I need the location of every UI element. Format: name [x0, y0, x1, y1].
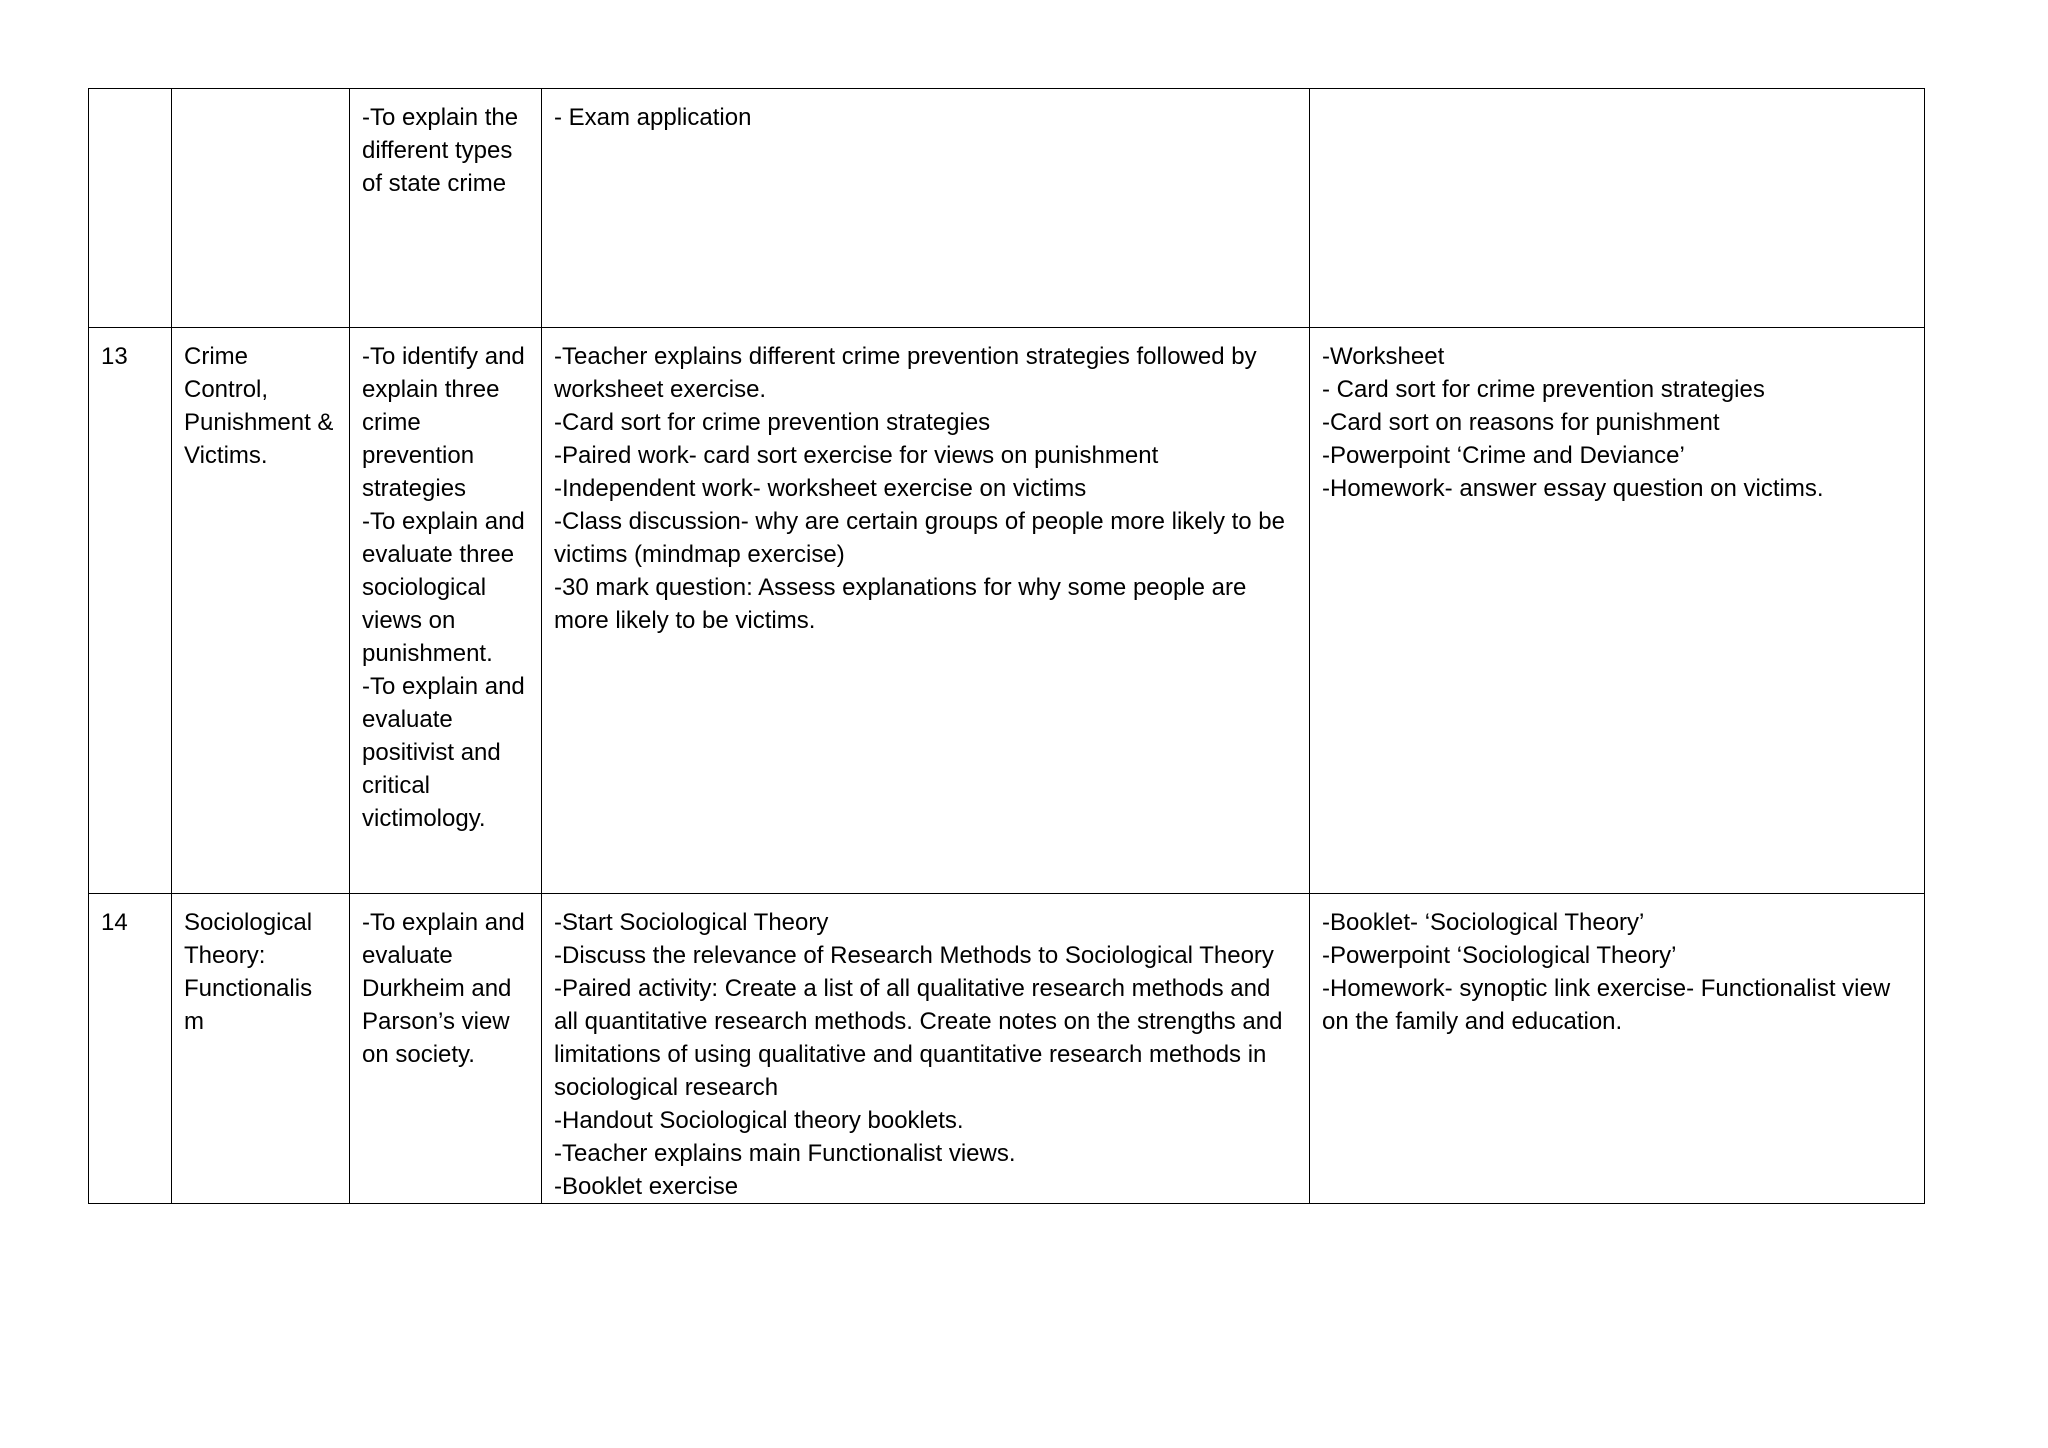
- topic-cell: [172, 894, 350, 1204]
- objectives-cell: [350, 89, 542, 328]
- activity-text: -Teacher explains different crime prevention strategies followed by worksheet exercise.: [554, 343, 1257, 403]
- topic-text: Crime Control, Punishment & Victims.: [184, 343, 334, 469]
- objective-text: -To explain and evaluate Durkheim and Parson’s view on society.: [362, 909, 525, 1068]
- objectives-cell: [350, 894, 542, 1204]
- resource-text: - Card sort for crime prevention strategies: [1322, 376, 1765, 403]
- table-row: [89, 894, 1925, 1204]
- topic-cell: [172, 328, 350, 894]
- resource-text: -Worksheet: [1322, 343, 1445, 370]
- activity-text: -Booklet exercise: [554, 1173, 739, 1200]
- activity-text: -Paired work- card sort exercise for views on punishment: [554, 442, 1159, 469]
- week-number: 13: [101, 343, 128, 370]
- objective-text: -To identify and explain three crime prevention strategies: [362, 343, 525, 502]
- activity-text: -Handout Sociological theory booklets.: [554, 1107, 964, 1134]
- topic-cell: [172, 89, 350, 328]
- objectives-cell: [350, 328, 542, 894]
- activities-cell: [542, 89, 1310, 328]
- resource-text: -Card sort on reasons for punishment: [1322, 409, 1720, 436]
- resource-text: -Booklet- ‘Sociological Theory’: [1322, 909, 1645, 936]
- activities-cell: [542, 894, 1310, 1204]
- table-row: [89, 328, 1925, 894]
- week-cell: [89, 89, 172, 328]
- objective-text: -To explain and evaluate three sociological views on punishment.: [362, 508, 525, 667]
- objective-text: -To explain the different types of state crime: [362, 104, 519, 197]
- activity-text: -Teacher explains main Functionalist views.: [554, 1140, 1016, 1167]
- activity-text: -Discuss the relevance of Research Methods to Sociological Theory: [554, 942, 1274, 969]
- activity-text: -Paired activity: Create a list of all qualitative research methods and all quantitative research methods. Create notes on the strengths and limitations of using qualitative and quantitative research methods in sociological research: [554, 975, 1283, 1101]
- resources-cell: [1310, 328, 1925, 894]
- activity-text: -Class discussion- why are certain groups of people more likely to be victims (mindmap exercise): [554, 508, 1286, 568]
- week-number: 14: [101, 909, 128, 936]
- activity-text: -Start Sociological Theory: [554, 909, 829, 936]
- resource-text: -Homework- synoptic link exercise- Functionalist view on the family and education.: [1322, 975, 1891, 1035]
- resource-text: -Powerpoint ‘Crime and Deviance’: [1322, 442, 1685, 469]
- activity-text: - Exam application: [554, 104, 752, 131]
- scheme-of-work-table: [88, 88, 1925, 1204]
- week-cell: [89, 894, 172, 1204]
- week-cell: [89, 328, 172, 894]
- activity-text: -Card sort for crime prevention strategies: [554, 409, 991, 436]
- objective-text: -To explain and evaluate positivist and critical victimology.: [362, 673, 525, 832]
- resources-cell: [1310, 89, 1925, 328]
- resources-cell: [1310, 894, 1925, 1204]
- activity-text: -Independent work- worksheet exercise on victims: [554, 475, 1087, 502]
- topic-text: Sociological Theory: Functionalis m: [184, 909, 313, 1035]
- resource-text: -Powerpoint ‘Sociological Theory’: [1322, 942, 1677, 969]
- table-row: [89, 89, 1925, 328]
- activity-text: -30 mark question: Assess explanations for why some people are more likely to be victims.: [554, 574, 1247, 634]
- activities-cell: [542, 328, 1310, 894]
- resource-text: -Homework- answer essay question on victims.: [1322, 475, 1824, 502]
